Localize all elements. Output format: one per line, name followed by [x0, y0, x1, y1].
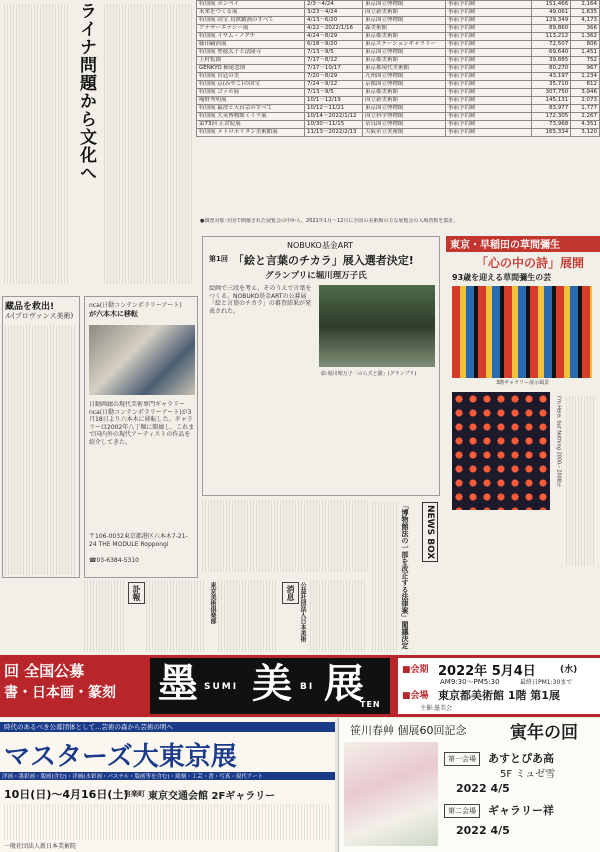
sasagawa-venue1-sub: 5F ミュゼ雪 — [500, 769, 556, 780]
table-cell: 752 — [571, 57, 600, 65]
nobuko-badge: 第1回 — [209, 255, 228, 263]
table-cell: 事前予約制 — [446, 113, 532, 121]
table-cell: 35,710 — [531, 81, 571, 89]
table-cell: 49,061 — [531, 9, 571, 17]
center-column-body — [202, 500, 368, 572]
second-column-body-text — [104, 4, 194, 284]
masters-title: マスターズ大東京展 — [4, 742, 237, 772]
sasagawa-venue2: ギャラリー祥 — [488, 804, 554, 817]
news-box-article1-title: 「博物館法の一部を改正する法律案」閣議決定 — [401, 502, 409, 649]
table-cell: 事前予約制 — [446, 65, 532, 73]
sumibiten-hours-note: 最終日PM1:30まで — [520, 679, 573, 686]
table-cell: 特別展 イサム・ノグチ — [197, 33, 305, 41]
table-cell: 事前予約制 — [446, 33, 532, 41]
table-cell: 10/30〜11/15 — [305, 121, 363, 129]
masters-dates: 10日(日)〜4月16日(土) — [4, 788, 129, 801]
table-cell: 812 — [571, 81, 600, 89]
sumibiten-kanji-sumi: 墨 — [158, 660, 198, 707]
sumibiten-roman-sumi: SUMI — [204, 682, 239, 692]
table-cell: 特別展 最澄と天台宗のすべて — [197, 105, 305, 113]
table-cell: 国立科学博物館 — [363, 113, 446, 121]
table-cell: 11/13〜2022/2/13 — [305, 129, 363, 137]
sumibiten-date-label: ■会期 — [402, 665, 429, 675]
table-row — [197, 25, 600, 33]
table-row — [197, 121, 600, 129]
table-cell: 特別展 ポンペイ — [197, 1, 305, 9]
sasagawa-date2: 2022 4/5 — [456, 824, 510, 837]
table-cell: 京都国立博物館 — [363, 81, 446, 89]
sumibiten-venue-value: 東京都美術館 1階 第1展 — [438, 689, 560, 702]
table-cell: 事前予約制 — [446, 25, 532, 33]
table-cell: 第73回 正倉院展 — [197, 121, 305, 129]
waseda-installation-photo — [452, 392, 550, 510]
nobuko-body: 絵画で三段を考え、そのうえで言葉をつくる。NOBUKO基金ARTの公募展「絵と言葉のチカラ」の審査結果が発表された。 — [209, 285, 312, 315]
table-cell: 国立新美術館 — [363, 97, 446, 105]
table-cell: 特別展 聖徳太子と法隆寺 — [197, 49, 305, 57]
table-cell: 事前予約制 — [446, 73, 532, 81]
table-cell: 1,362 — [571, 33, 600, 41]
table-cell: 事前予約制 — [446, 97, 532, 105]
table-cell: 7/17〜10/17 — [305, 65, 363, 73]
table-cell: 2,267 — [571, 113, 600, 121]
table-cell: 10/12〜11/21 — [305, 105, 363, 113]
table-cell: 事前予約制 — [446, 9, 532, 17]
obituary-body — [146, 580, 204, 652]
table-cell: 967 — [571, 65, 600, 73]
ranking-table — [196, 0, 600, 137]
nobuko-artwork — [319, 285, 435, 367]
rescue-article-subtitle: ル(プロヴァンス美術) — [5, 312, 74, 320]
table-cell: 10/1〜12/19 — [305, 97, 363, 105]
table-cell: 7/13〜9/5 — [305, 89, 363, 97]
table-cell: 129,349 — [531, 17, 571, 25]
nca-photo — [89, 325, 195, 395]
table-cell: 特別展 国宝 鳥獣戯画のすべて — [197, 17, 305, 25]
table-cell: 69,640 — [531, 49, 571, 57]
table-cell: 東京国立博物館 — [363, 1, 446, 9]
table-cell: 大阪市立美術館 — [363, 129, 446, 137]
table-cell: 上村松園 — [197, 57, 305, 65]
table-cell: 113,212 — [531, 33, 571, 41]
masters-details — [4, 804, 330, 840]
news-body — [310, 580, 366, 652]
tokyo-art-club-title: 東京美術倶楽部 — [209, 582, 216, 624]
nca-address: 〒106-0032東京都港区六本木7-21-24 THE MODULE Roppongi — [89, 533, 188, 548]
table-row — [197, 89, 600, 97]
table-cell: 3/23〜4/24 — [305, 9, 363, 17]
table-cell: 東京都美術館 — [363, 89, 446, 97]
sumibiten-roman-ten: TEN — [360, 700, 381, 709]
waseda-subtitle: 93歳を迎える草間彌生の芸 — [452, 273, 552, 282]
waseda-title-line1: 東京・早稲田の草間彌生 — [446, 236, 600, 252]
nobuko-article — [202, 236, 440, 496]
table-row — [197, 33, 600, 41]
rescue-article-title: 藏品を救出! — [5, 302, 55, 312]
table-cell: 事前予約制 — [446, 81, 532, 89]
table-cell: 国立新美術館 — [363, 9, 446, 17]
table-cell: 172,305 — [531, 113, 571, 121]
sasagawa-kanji: 寅年の回 — [510, 723, 578, 743]
table-cell: 事前予約制 — [446, 121, 532, 129]
left-column-article — [0, 0, 100, 290]
table-cell: 2,164 — [571, 1, 600, 9]
table-cell: 4,351 — [571, 121, 600, 129]
table-cell: 事前予約制 — [446, 41, 532, 49]
table-cell: 事前予約制 — [446, 17, 532, 25]
table-cell: 特別展 京(みやこ)の国宝 — [197, 81, 305, 89]
table-row — [197, 41, 600, 49]
sumibiten-venue-label: ■会場 — [402, 691, 429, 701]
table-cell: 4/24〜8/29 — [305, 33, 363, 41]
table-cell: 東京国立博物館 — [363, 49, 446, 57]
table-cell: アナザーエナジー展 — [197, 25, 305, 33]
rescue-article-box — [2, 296, 80, 578]
sumibiten-kanji-ten: 展 — [324, 660, 364, 707]
table-cell: 307,750 — [531, 89, 571, 97]
table-cell: 7/24〜9/12 — [305, 81, 363, 89]
sumibiten-organizer: 主催:墨美会 — [420, 705, 453, 712]
table-cell: 東京都現代美術館 — [363, 65, 446, 73]
sumibiten-kanji-bi: 美 — [252, 660, 292, 707]
news-title: 消息 — [282, 582, 299, 604]
table-row — [197, 73, 600, 81]
table-cell: 72,507 — [531, 41, 571, 49]
table-row — [197, 81, 600, 89]
table-cell: 藤田嗣治展 — [197, 41, 305, 49]
table-cell: 東京都美術館 — [363, 57, 446, 65]
table-cell: 4/13〜6/20 — [305, 17, 363, 25]
masters-categories: 洋画・墨彩画・版画(含む)・洋画(水彩画・パステル・版画等を含む)・彫刻・工芸・書・写真・現代アート — [0, 772, 335, 780]
nobuko-title: 「絵と言葉のチカラ」展入選者決定! — [233, 254, 414, 267]
table-cell: 165,334 — [531, 129, 571, 137]
nca-subtitle: が六本木に移転 — [89, 310, 138, 318]
table-row — [197, 17, 600, 25]
table-cell: 89,860 — [531, 25, 571, 33]
table-cell: 7/17〜8/12 — [305, 57, 363, 65]
table-cell: 事前予約制 — [446, 129, 532, 137]
table-cell: 10/14〜2022/1/12 — [305, 113, 363, 121]
nobuko-kicker: NOBUKO基金ART — [287, 241, 354, 250]
table-cell: 7/13〜9/5 — [305, 49, 363, 57]
table-row — [197, 129, 600, 137]
table-cell: 未来をつくる展 — [197, 9, 305, 17]
table-cell: 73,968 — [531, 121, 571, 129]
table-cell: 7/20〜8/29 — [305, 73, 363, 81]
sasagawa-session1-label: 第一会場 — [444, 752, 480, 766]
nobuko-subtitle: グランプリに堀川理万子氏 — [265, 271, 367, 281]
sasagawa-title: 笹川春艸 個展60回記念 — [350, 724, 467, 737]
obituary-title: 訃報 — [128, 582, 145, 604]
table-cell: 39,885 — [531, 57, 571, 65]
table-cell: 森美術館 — [363, 25, 446, 33]
nca-title: ncа(日動コンテンポラリーアート) — [89, 302, 182, 309]
table-cell: 東京都美術館 — [363, 33, 446, 41]
table-row — [197, 57, 600, 65]
table-row — [197, 49, 600, 57]
table-cell: 庵野秀明展 — [197, 97, 305, 105]
rescue-article-body — [5, 325, 77, 575]
waseda-caption1: 3階ギャラリー展示風景 — [496, 380, 550, 386]
table-row — [197, 97, 600, 105]
sumibiten-date-day: (水) — [560, 665, 578, 675]
nca-body: 日動画廊の現代美術専門ギャラリー ncа(日動コンテンポラリーアート)が3月18日より六本木に移転した。ギャラリーは2002年八丁堀に開廊し、これまで国内外の現代アーティストの作品を紹介してきた。 — [89, 401, 195, 446]
table-cell: 4/22〜2022/1/16 — [305, 25, 363, 33]
table-row — [197, 1, 600, 9]
table-cell: 1,451 — [571, 49, 600, 57]
sasagawa-artwork — [344, 742, 438, 846]
sumibiten-date-value: 2022年 5月4日 — [438, 664, 536, 679]
sumibiten-contest-label: 回 全国公募 — [4, 662, 85, 680]
table-cell: 事前予約制 — [446, 1, 532, 9]
table-cell: 1,635 — [571, 9, 600, 17]
table-cell: GENKYO 横尾忠則 — [197, 65, 305, 73]
visitor-ranking-table — [196, 0, 600, 216]
news-box-label: NEWS BOX — [422, 502, 438, 562]
nca-article — [84, 296, 198, 578]
table-cell: 6/18〜9/20 — [305, 41, 363, 49]
table-cell: 特別展 ゴッホ展 — [197, 89, 305, 97]
table-cell: 事前予約制 — [446, 57, 532, 65]
table-cell: 東京国立博物館 — [363, 17, 446, 25]
nca-phone: ☎03-6384-5310 — [89, 557, 139, 564]
table-row — [197, 65, 600, 73]
table-cell: 特別展 メトロポリタン美術館展 — [197, 129, 305, 137]
masters-venue: 東京交通会館 2Fギャラリー — [148, 791, 276, 802]
table-row — [197, 9, 600, 17]
masters-tagline: 時代のあるべき公募団体として…芸術の森から芸術の明へ — [0, 722, 335, 732]
table-cell: 奈良国立博物館 — [363, 121, 446, 129]
table-cell: 1,777 — [571, 105, 600, 113]
sasagawa-venue1: あすとぴあ高 — [488, 752, 554, 765]
left-column-body-text — [4, 4, 70, 284]
left-column-headline: ライナ問題から文化へ — [76, 2, 96, 182]
table-cell: 3,946 — [571, 89, 600, 97]
waseda-caption2: I'm Here, but Nothing 2000〜2008年 — [555, 396, 562, 487]
waseda-kusama-article — [446, 236, 600, 576]
table-cell: 806 — [571, 41, 600, 49]
table-cell: 2,073 — [571, 97, 600, 105]
notice-col-a — [84, 580, 124, 652]
table-cell: 3,120 — [571, 129, 600, 137]
masters-venue-label: 有楽町 — [124, 790, 145, 798]
table-cell: 151,466 — [531, 1, 571, 9]
table-cell: 43,197 — [531, 73, 571, 81]
table-cell: 2/3〜4/24 — [305, 1, 363, 9]
waseda-gallery-photo — [452, 286, 592, 378]
table-cell: 事前予約制 — [446, 105, 532, 113]
waseda-title-line2: 「心の中の詩」展開 — [476, 256, 585, 270]
table-cell: 366 — [571, 25, 600, 33]
waseda-body — [566, 396, 596, 566]
table-row — [197, 113, 600, 121]
sumibiten-roman-bi: BI — [300, 682, 315, 692]
table-cell: 事前予約制 — [446, 89, 532, 97]
table-row — [197, 105, 600, 113]
table-cell: 4,173 — [571, 17, 600, 25]
sumibiten-categories: 書・日本画・篆刻 — [4, 682, 122, 702]
tokyo-art-club-body — [218, 580, 278, 652]
table-cell: 80,270 — [531, 65, 571, 73]
table-cell: 東京ステーションギャラリー — [363, 41, 446, 49]
table-cell: 1,234 — [571, 73, 600, 81]
table-cell: 145,131 — [531, 97, 571, 105]
sasagawa-date1: 2022 4/5 — [456, 782, 510, 795]
table-cell: 東京国立博物館 — [363, 105, 446, 113]
table-cell: 83,977 — [531, 105, 571, 113]
table-cell: 事前予約制 — [446, 49, 532, 57]
table-cell: 特別展 大英博物館ミイラ展 — [197, 113, 305, 121]
japan-art-assoc-title: 公益社団法人日本美術 — [299, 582, 306, 642]
masters-organizer: 一般社団法人新日本美術院 — [4, 843, 77, 850]
nobuko-caption: 絵:堀川理万子「のら犬と猫」(グランプリ) — [321, 371, 417, 377]
notices-row — [84, 578, 600, 655]
table-footnote: ●調査対象:全国で開催された展覧会の中から、2021年1月〜12月に全国の美術館の主な展覧会の入場者数を集計。 — [200, 218, 459, 224]
sasagawa-session2-label: 第二会場 — [444, 804, 480, 818]
sumibiten-hours: AM9:30〜PM5:30 — [440, 678, 500, 686]
table-cell: 九州国立博物館 — [363, 73, 446, 81]
table-cell: 特別展 宮廷の美 — [197, 73, 305, 81]
